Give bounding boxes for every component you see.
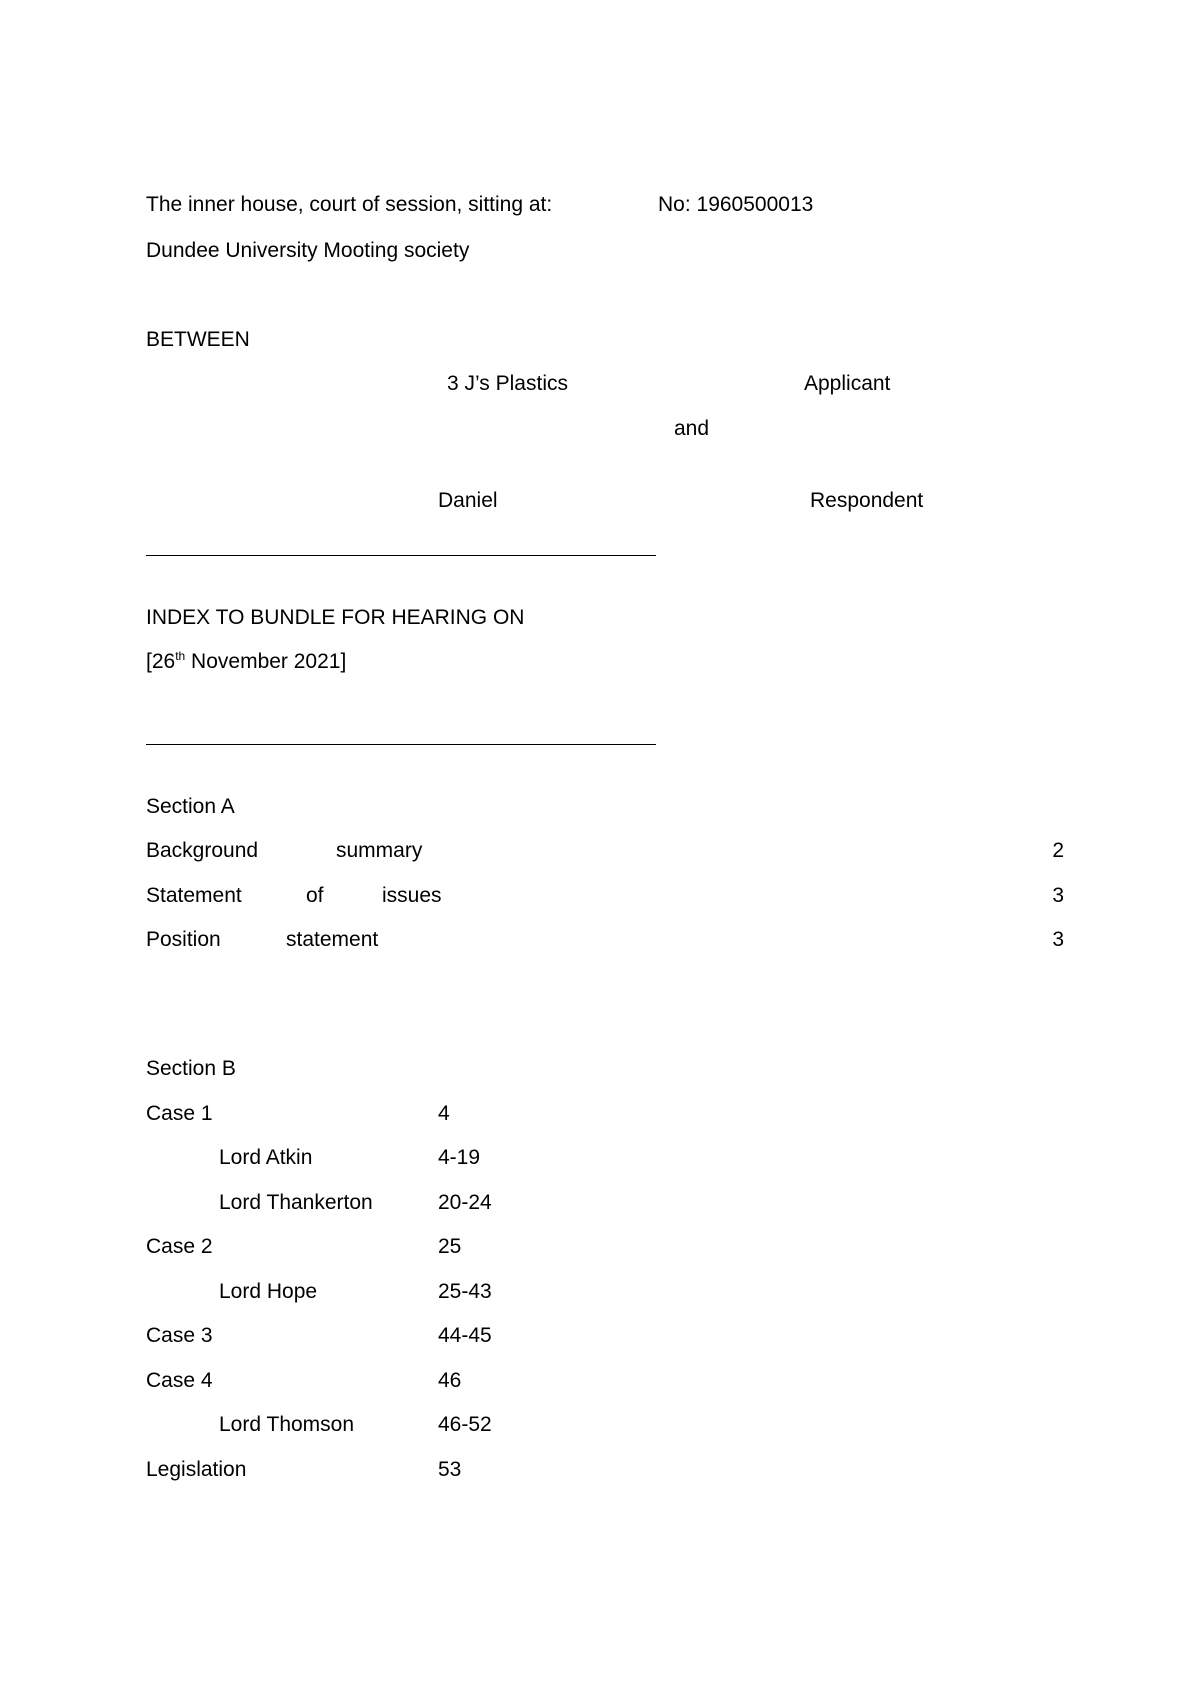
divider-bottom (146, 744, 656, 745)
toc-word: Background (146, 839, 259, 862)
toc-entry-label: Lord Atkin (219, 1146, 313, 1169)
toc-word: of (306, 884, 324, 907)
toc-entry-label: Lord Thankerton (219, 1191, 373, 1214)
court-line: The inner house, court of session, sitting at: (146, 193, 553, 216)
toc-word: Position (146, 928, 221, 951)
toc-entry-label: Case 3 (146, 1324, 213, 1347)
hearing-date-prefix: [26 (146, 650, 176, 673)
toc-word: Statement (146, 884, 242, 907)
toc-entry-label: Case 4 (146, 1369, 213, 1392)
toc-page-number: 3 (1052, 884, 1064, 907)
toc-word: summary (336, 839, 423, 862)
toc-word: issues (382, 884, 442, 907)
toc-entry-label: Legislation (146, 1458, 247, 1481)
society-name: Dundee University Mooting society (146, 239, 470, 262)
toc-entry-label: Case 2 (146, 1235, 213, 1258)
toc-entry-label: Case 1 (146, 1102, 213, 1125)
toc-word: statement (286, 928, 379, 951)
respondent-role: Respondent (810, 489, 924, 512)
toc-entry-pages: 46-52 (438, 1413, 492, 1436)
respondent-name: Daniel (438, 489, 498, 512)
between-label: BETWEEN (146, 328, 250, 351)
toc-entry-label: Lord Thomson (219, 1413, 355, 1436)
hearing-date (146, 651, 346, 672)
case-number: No: 1960500013 (658, 193, 814, 216)
toc-entry-pages: 25-43 (438, 1280, 492, 1303)
hearing-date-rest: November 2021] (185, 650, 347, 673)
toc-entry-pages: 20-24 (438, 1191, 492, 1214)
toc-entry-pages: 46 (438, 1369, 462, 1392)
hearing-date-ordinal: th (175, 649, 186, 663)
section-b-title: Section B (146, 1057, 236, 1080)
toc-page-number: 3 (1052, 928, 1064, 951)
section-a-title: Section A (146, 795, 235, 818)
toc-page-number: 2 (1052, 839, 1064, 862)
conjunction-and: and (674, 417, 710, 440)
toc-entry-label: Lord Hope (219, 1280, 318, 1303)
toc-entry-pages: 4-19 (438, 1146, 481, 1169)
applicant-role: Applicant (804, 372, 891, 395)
divider-top (146, 555, 656, 556)
toc-entry-pages: 25 (438, 1235, 462, 1258)
toc-entry-pages: 44-45 (438, 1324, 492, 1347)
toc-entry-pages: 53 (438, 1458, 462, 1481)
index-title: INDEX TO BUNDLE FOR HEARING ON (146, 606, 525, 629)
applicant-name: 3 J’s Plastics (447, 372, 568, 395)
toc-entry-pages: 4 (438, 1102, 450, 1125)
